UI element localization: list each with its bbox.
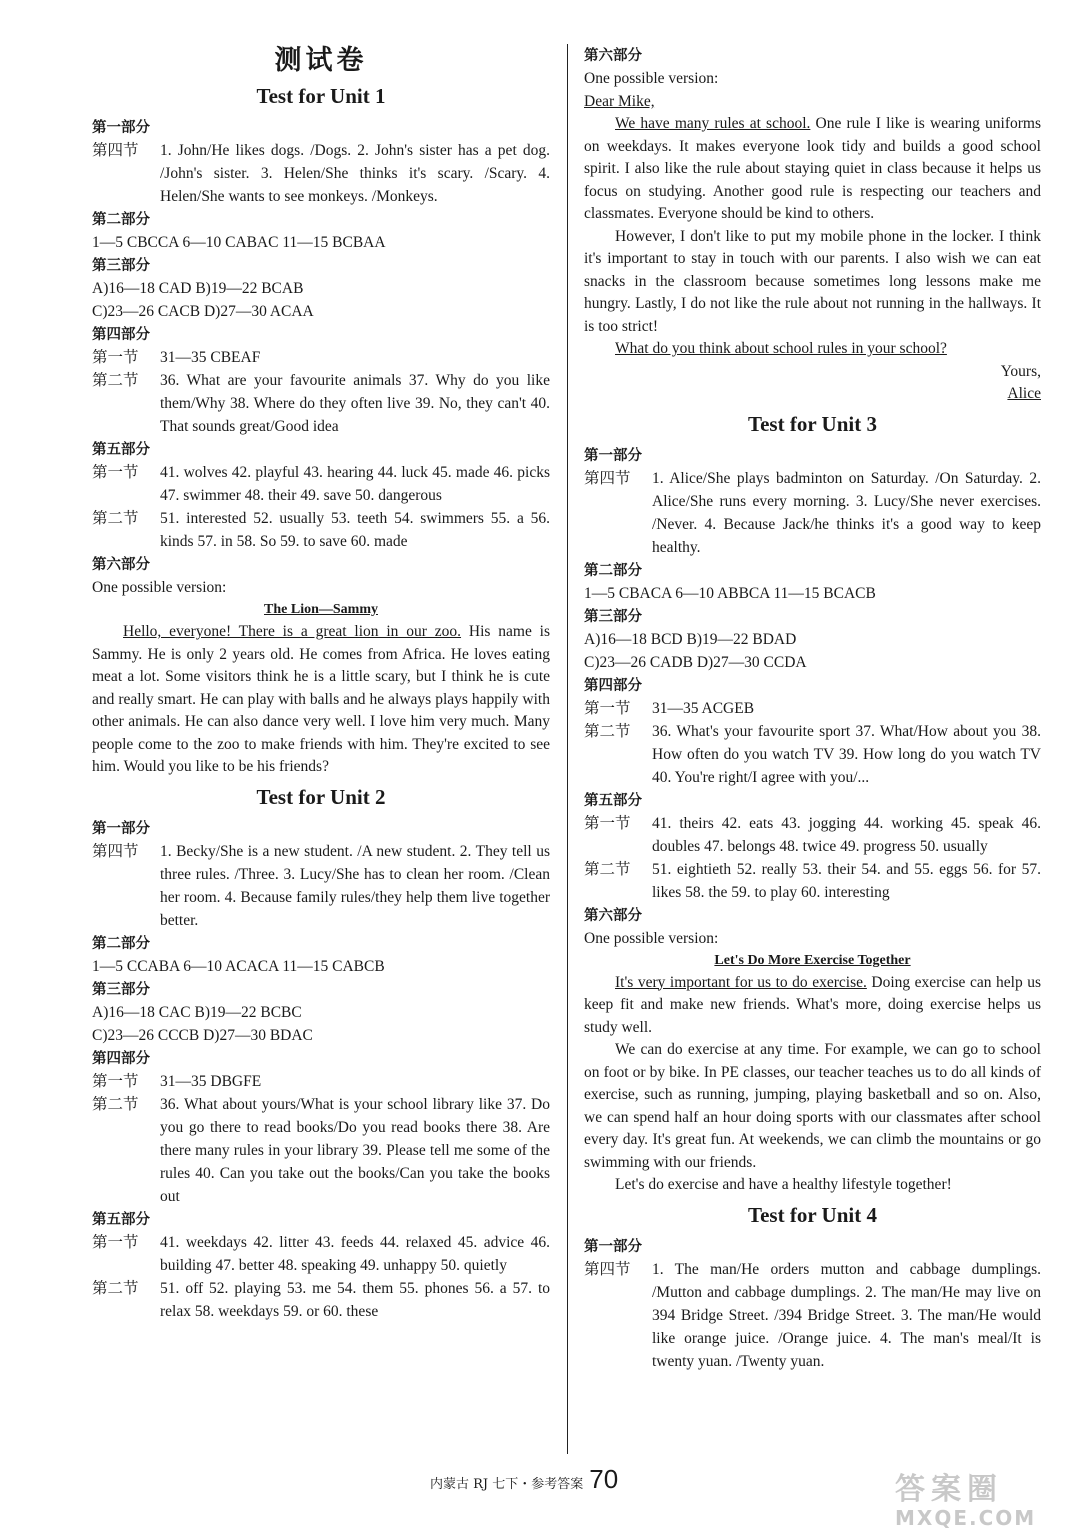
unit1-part5-sec2: [92, 507, 550, 553]
unit3-part2-heading: 第二部分: [584, 561, 642, 579]
unit1-part5-sec1: [92, 461, 550, 507]
section-label: 第一节: [92, 463, 139, 481]
essay-body-1: Doing exercise can help us keep fit and make new friends. What's more, doing exercise helps us study well.: [584, 973, 1041, 1036]
unit3-essay-title: Let's Do More Exercise Together: [714, 952, 911, 968]
section-answers: 41. weekdays 42. litter 43. feeds 44. relaxed 45. advice 46. building 47. better 48. speaking 49. unhappy 50. quietly: [160, 1233, 550, 1274]
left-column: [92, 44, 550, 1323]
unit1-part4-heading: 第四部分: [92, 326, 150, 343]
unit1-part6-heading: 第六部分: [92, 556, 150, 573]
unit2-version-intro: One possible version:: [584, 70, 719, 87]
unit3-part3-answers-1: A)16—18 BCD B)19—22 BDAD: [584, 630, 797, 648]
unit3-part3-heading: 第三部分: [584, 607, 642, 625]
column-divider: [567, 44, 568, 1454]
section-answers: 31—35 ACGEB: [652, 699, 755, 717]
section-label: 第二节: [584, 859, 631, 878]
letter-closing: [584, 338, 1041, 361]
section-label: 第一节: [92, 348, 139, 366]
unit1-part3-answers-2: C)23—26 CACB D)27—30 ACAA: [92, 303, 314, 320]
section-answers: 1. Alice/She plays badminton on Saturday. /On Saturday. 2. Alice/She runs every morning. 3. Lucy/She never exercises. /Never. 4. Because Jack/he thinks it's a good way to keep healthy.: [652, 469, 1041, 556]
section-label: 第一节: [584, 698, 631, 717]
letter-opening-sentence: We have many rules at school.: [615, 115, 811, 132]
section-answers: 41. theirs 42. eats 43. jogging 44. working 45. speak 46. doubles 47. belongs 48. twice 49. progress 50. usually: [652, 814, 1041, 855]
section-label: 第二节: [92, 371, 139, 389]
section-label: 第二节: [92, 1094, 139, 1113]
unit1-part4-sec2: [92, 369, 550, 438]
essay-opening-sentence: Hello, everyone! There is a great lion in our zoo.: [123, 623, 462, 640]
unit3-part1-row: [584, 467, 1041, 559]
unit2-part4-heading: 第四部分: [92, 1049, 150, 1067]
section-answers: 51. eightieth 52. really 53. their 54. and 55. eggs 56. for 57. likes 58. the 59. to play 60. interesting: [652, 860, 1041, 901]
unit3-essay-paragraph-1: [584, 972, 1041, 1040]
unit2-part3-answers-2: C)23—26 CCCB D)27—30 BDAC: [92, 1026, 313, 1044]
section-label: 第一节: [92, 1071, 139, 1090]
section-label: 第二节: [584, 721, 631, 740]
section-answers: 36. What about yours/What is your school library like 37. Do you go there to read books/Do you read books there 38. Are there many rules in your library 39. Please tell me some of the rules 40. Can you take out the books/Can you take the books out: [160, 1095, 550, 1205]
unit2-part3-heading: 第三部分: [92, 980, 150, 998]
unit2-part2-answers: 1—5 CCABA 6—10 ACACA 11—15 CABCB: [92, 957, 385, 975]
unit3-title: Test for Unit 3: [748, 411, 877, 436]
section-answers: 51. interested 52. usually 53. teeth 54. swimmers 55. a 56. kinds 57. in 58. So 59. to save 60. made: [160, 510, 550, 550]
unit3-part4-heading: 第四部分: [584, 676, 642, 694]
unit3-part5-heading: 第五部分: [584, 791, 642, 809]
unit1-part3-answers-1: A)16—18 CAD B)19—22 BCAB: [92, 280, 304, 297]
section-answers: 1. Becky/She is a new student. /A new student. 2. They tell us three rules. /Three. 3. Lucy/She has to clean her room. /Clean her room. 4. Because family rules/they help them live together better.: [160, 842, 550, 929]
unit1-part1-row: [92, 139, 550, 208]
section-label: 第一节: [92, 1232, 139, 1251]
unit3-part6-heading: 第六部分: [584, 906, 642, 924]
letter-signature: [584, 383, 1041, 406]
unit3-part4-sec1: [584, 697, 1041, 720]
letter-paragraph-1: [584, 113, 1041, 226]
unit3-part5-sec2: [584, 858, 1041, 904]
watermark-logo-text: 答案圈: [895, 1472, 1003, 1507]
section-answers: 36. What are your favourite animals 37. Why do you like them/Why 38. Where do they often live 39. No, they can't 40. That sounds great/Good idea: [160, 372, 550, 435]
unit3-part1-heading: 第一部分: [584, 446, 642, 464]
letter-signoff: Yours,: [1000, 362, 1041, 380]
unit1-part4-sec1: [92, 346, 550, 369]
section-answers: 1. John/He likes dogs. /Dogs. 2. John's sister has a pet dog. /John's sister. 3. Helen/She thinks it's scary. /Scary. 4. Helen/She wants to see monkeys. /Monkeys.: [160, 142, 550, 205]
letter-signature-name: Alice: [1007, 385, 1041, 402]
unit3-part2-answers: 1—5 CBACA 6—10 ABBCA 11—15 BCACB: [584, 584, 876, 602]
essay-opening-sentence: It's very important for us to do exercise.: [615, 973, 867, 991]
unit1-part5-heading: 第五部分: [92, 441, 150, 458]
unit2-part5-heading: 第五部分: [92, 1210, 150, 1228]
unit1-essay-paragraph: [92, 621, 550, 779]
unit2-part1-heading: 第一部分: [92, 819, 150, 837]
unit4-part1-heading: 第一部分: [584, 1237, 642, 1255]
section-label: 第四节: [584, 1259, 631, 1278]
unit3-version-intro: One possible version:: [584, 929, 719, 947]
unit2-part3-answers-1: A)16—18 CAC B)19—22 BCBC: [92, 1003, 302, 1021]
right-column: [584, 44, 1041, 1373]
unit2-part6-heading: 第六部分: [584, 47, 642, 64]
section-answers: 41. wolves 42. playful 43. hearing 44. luck 45. made 46. picks 47. swimmer 48. their 49. save 50. dangerous: [160, 464, 550, 504]
unit3-part5-sec1: [584, 812, 1041, 858]
section-label: 第二节: [92, 1278, 139, 1297]
unit3-essay-paragraph-3: Let's do exercise and have a healthy lifestyle together!: [615, 1176, 952, 1193]
letter-body-1: One rule I like is wearing uniforms on weekdays. It makes everyone look tidy and builds a good school spirit. I also like the rule about staying quiet in class because it helps us focus on studying. Another good rule is respecting our teachers and classmates. Everyone should be kind to others.: [584, 115, 1042, 222]
section-label: 第一节: [584, 813, 631, 832]
unit1-essay-title: The Lion—Sammy: [264, 602, 378, 617]
unit1-part1-heading: 第一部分: [92, 119, 150, 136]
section-answers: 1. The man/He orders mutton and cabbage dumplings. /Mutton and cabbage dumplings. 2. The man/He may live on 394 Bridge Street. /394 Bridge Street. 3. The man/He would like orange juice. /Orange juice. 4. The man's meal/It is twenty yuan. /Twenty yuan.: [652, 1260, 1041, 1370]
essay-body: His name is Sammy. He is only 2 years old. He comes from Africa. He loves eating meat a lot. Some visitors think he is a little scary, but I think he is cute and really smart. He can play with balls and he always plays happily with other animals. He can also dance very well. I love him very much. Many people come to the zoo to make friends with him. They're excited to see him. Would you like to be his friends?: [92, 623, 551, 775]
watermark-url: MXQE.COM: [895, 1506, 1037, 1530]
page-footer: [430, 1464, 618, 1495]
page-title: 测试卷: [274, 45, 368, 76]
section-label: 第四节: [92, 141, 139, 159]
section-answers: 36. What's your favourite sport 37. What/How about you 38. How often do you watch TV 39. How long do you watch TV 40. You're right/I agree with you/...: [652, 722, 1041, 786]
unit2-part5-sec2: [92, 1277, 550, 1323]
section-answers: 51. off 52. playing 53. me 54. them 55. phones 56. a 57. to relax 58. weekdays 59. or 60. these: [160, 1279, 550, 1320]
unit3-essay-paragraph-2: We can do exercise at any time. For example, we can go to school on foot or by bike. In PE classes, our teacher teaches us to do all kinds of exercise, such as running, jumping, playing basketball and so on. Also, we can spend half an hour doing sports with our classmates after school every day. It's great fun. At weekends, we can climb the mountains or go swimming with our friends.: [584, 1041, 1041, 1171]
unit1-part3-heading: 第三部分: [92, 257, 150, 274]
unit2-title: Test for Unit 2: [256, 784, 386, 809]
unit2-part2-heading: 第二部分: [92, 934, 150, 952]
unit1-part2-answers: 1—5 CBCCA 6—10 CABAC 11—15 BCBAA: [92, 234, 386, 251]
section-answers: 31—35 CBEAF: [160, 349, 261, 366]
letter-paragraph-2: However, I don't like to put my mobile phone in the locker. I think it's important to stay in touch with our parents. I also wish we can eat snacks in the classroom because sometimes long lessons make me hungry. Lastly, I do not like the rule about not running in the hallways. It is too strict!: [584, 227, 1041, 335]
section-answers: 31—35 DBGFE: [160, 1072, 262, 1090]
section-label: 第四节: [92, 841, 139, 860]
watermark-logo: [895, 1474, 1061, 1534]
unit1-version-intro: One possible version:: [92, 579, 227, 596]
section-label: 第二节: [92, 509, 139, 527]
unit4-title: Test for Unit 4: [748, 1202, 877, 1227]
page-number: 70: [589, 1464, 619, 1494]
unit2-part1-row: [92, 840, 550, 932]
unit2-part4-sec1: [92, 1070, 550, 1093]
footer-text: 内蒙古 RJ 七下・参考答案: [430, 1477, 584, 1492]
unit4-part1-row: [584, 1258, 1041, 1373]
section-label: 第四节: [584, 468, 631, 487]
unit3-part4-sec2: [584, 720, 1041, 789]
unit1-part2-heading: 第二部分: [92, 211, 150, 228]
unit1-title: Test for Unit 1: [256, 84, 386, 108]
unit2-part5-sec1: [92, 1231, 550, 1277]
letter-closing-question: What do you think about school rules in your school?: [615, 340, 947, 357]
unit3-part3-answers-2: C)23—26 CADB D)27—30 CCDA: [584, 653, 807, 671]
letter-greeting-text: Dear Mike,: [584, 93, 655, 110]
unit2-part4-sec2: [92, 1093, 550, 1208]
letter-greeting: [584, 90, 1041, 113]
